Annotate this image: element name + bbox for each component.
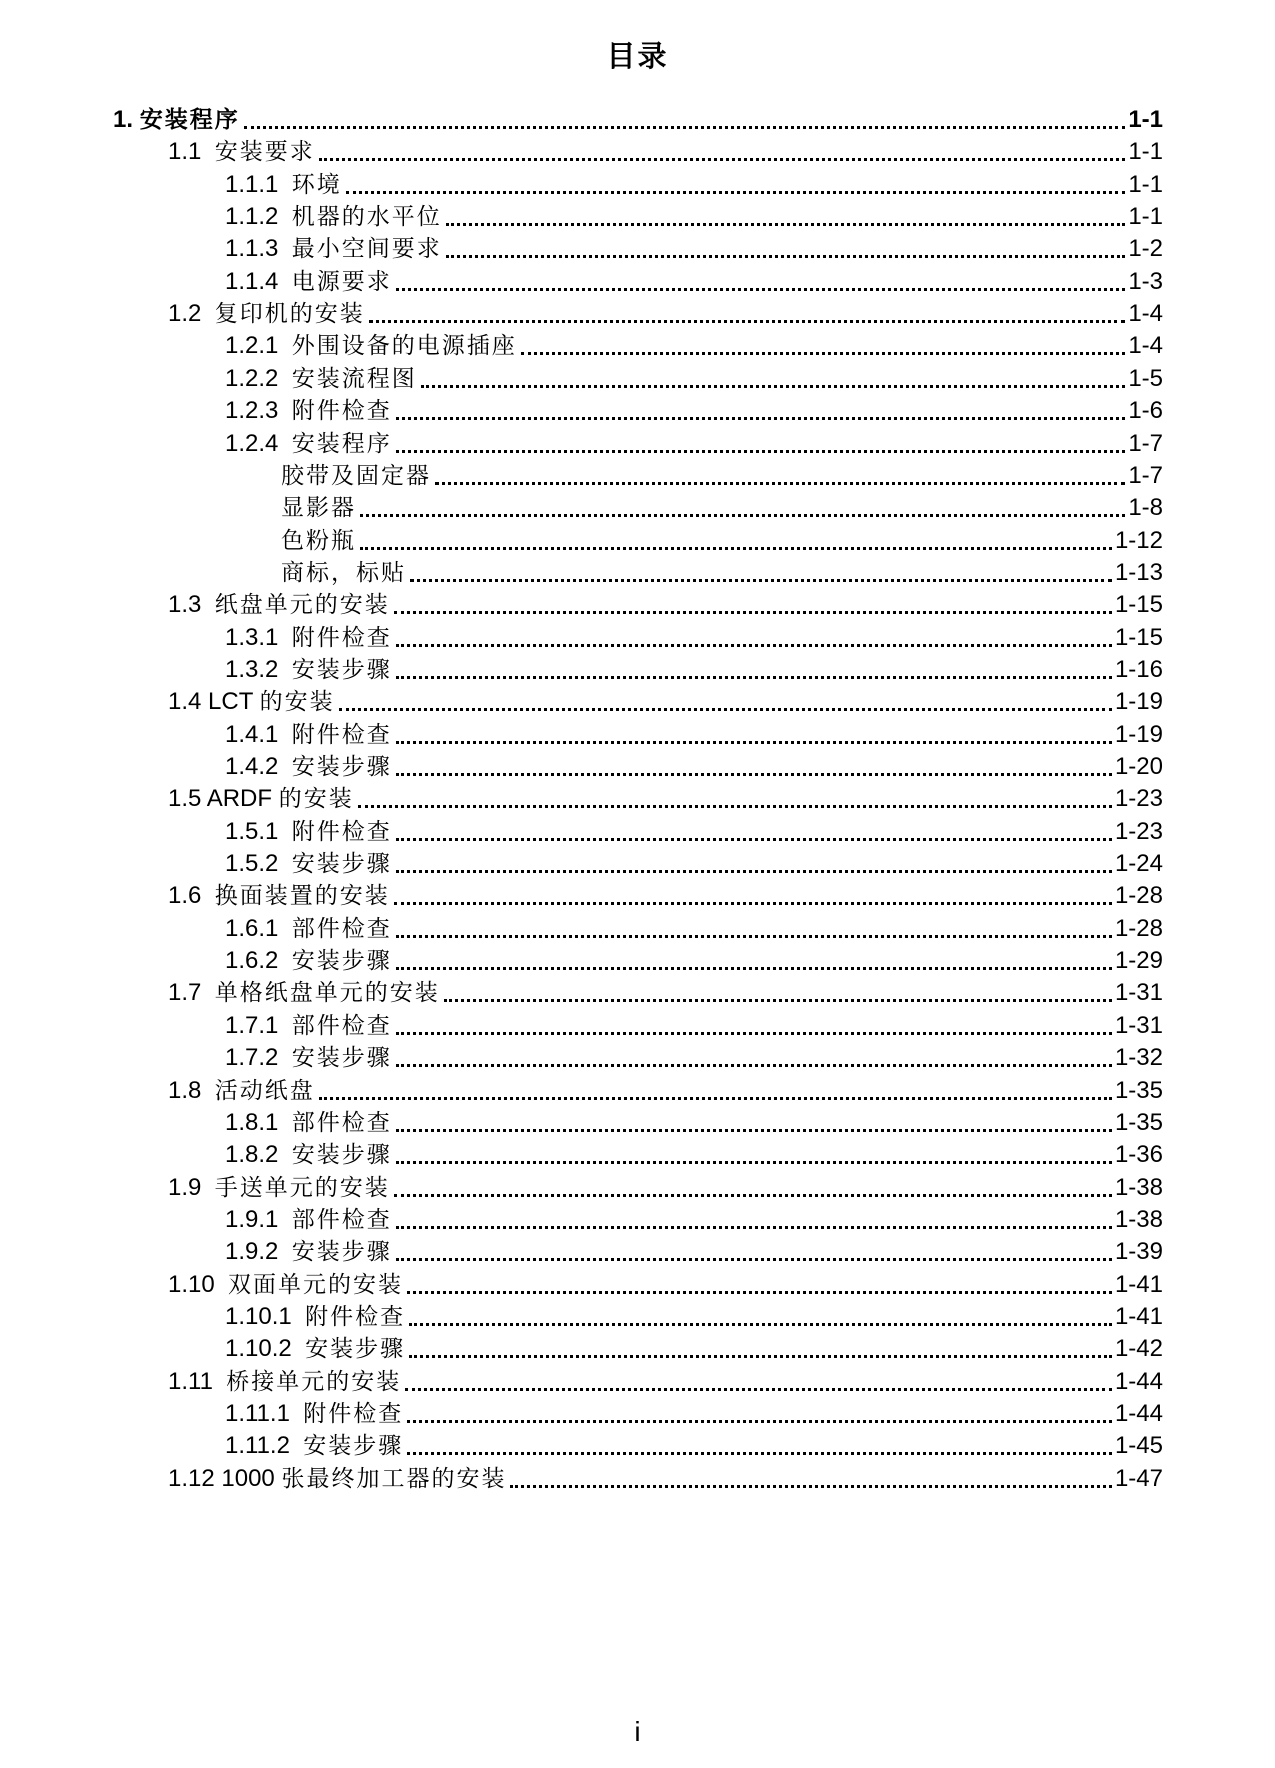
toc-entry[interactable] — [225, 1299, 1163, 1335]
dot-leader — [360, 514, 1125, 517]
toc-entry-title: 安装步骤 — [291, 754, 392, 780]
toc-entry-number: 1.1.1 — [225, 170, 292, 198]
toc-entry-page: 1-15 — [1114, 591, 1163, 619]
dot-leader — [394, 611, 1112, 614]
toc-entry[interactable] — [225, 199, 1163, 235]
toc-entry[interactable] — [168, 684, 1163, 720]
toc-entry[interactable] — [225, 1428, 1163, 1464]
toc-entry-number: 1.7.1 — [225, 1011, 292, 1039]
page-number: i — [634, 1716, 641, 1747]
dot-leader — [369, 320, 1126, 323]
toc-entry-title: 复印机的安装 — [214, 301, 365, 328]
toc-entry-number: 1.4 LCT — [168, 688, 260, 716]
toc-entry-number: 1.3 — [168, 591, 215, 619]
toc-entry[interactable] — [168, 1364, 1163, 1400]
toc-entry-page: 1-41 — [1114, 1270, 1163, 1298]
dot-leader — [396, 1258, 1112, 1261]
toc-entry-number: 1.5.2 — [225, 850, 292, 878]
dot-leader — [339, 708, 1112, 711]
toc-entry-title: 安装程序 — [291, 430, 392, 457]
toc-entry-page: 1-20 — [1114, 753, 1163, 780]
toc-entry-number: 1.4.2 — [225, 753, 292, 780]
dot-leader — [396, 676, 1112, 679]
toc-entry[interactable] — [168, 878, 1163, 914]
dot-leader — [394, 902, 1112, 905]
toc-entry-title: 附件检查 — [303, 1401, 404, 1427]
toc-entry-title: 商标，标贴 — [281, 559, 406, 586]
toc-entry-number: 1.6.1 — [225, 914, 292, 942]
toc-entry-title: 安装步骤 — [291, 948, 392, 975]
toc-entry-title: 附件检查 — [305, 1303, 406, 1330]
toc-entry[interactable] — [225, 167, 1163, 203]
dot-leader — [396, 967, 1112, 970]
toc-entry[interactable] — [168, 1170, 1163, 1206]
toc-entry-title: 张最终加工器的安装 — [281, 1465, 507, 1492]
toc-entry[interactable] — [225, 652, 1163, 688]
toc-entry-number: 1.5.1 — [225, 817, 292, 845]
dot-leader — [405, 1388, 1112, 1391]
toc-entry-number: 1.2.2 — [225, 364, 292, 392]
dot-leader — [358, 805, 1112, 808]
dot-leader — [407, 1420, 1112, 1423]
toc-entry-page: 1-44 — [1114, 1367, 1163, 1395]
toc-entry-number: 1.1.4 — [225, 267, 292, 295]
dot-leader — [396, 1032, 1112, 1035]
toc-entry-number: 1.6 — [168, 882, 215, 910]
toc-entry-title: 附件检查 — [291, 398, 392, 425]
toc-entry[interactable] — [168, 781, 1163, 817]
toc-entry-title: 安装步骤 — [291, 1239, 392, 1266]
toc-entry-page: 1-45 — [1114, 1432, 1163, 1460]
dot-leader — [396, 1226, 1112, 1229]
toc-entry[interactable] — [225, 1202, 1163, 1238]
dot-leader — [435, 482, 1125, 485]
toc-entry-page: 1-24 — [1114, 850, 1163, 878]
toc-entry-number: 1.6.2 — [225, 947, 292, 975]
dot-leader — [319, 158, 1126, 161]
dot-leader — [396, 935, 1112, 938]
toc-entry-title: 安装程序 — [139, 107, 240, 133]
toc-entry-title: 的安装 — [259, 689, 335, 716]
toc-entry-number: 1.1.2 — [225, 203, 292, 231]
toc-entry-page: 1-32 — [1114, 1044, 1163, 1072]
toc-entry-title: 电源要求 — [291, 268, 392, 295]
dot-leader — [319, 1097, 1112, 1100]
dot-leader — [409, 1355, 1112, 1358]
toc-entry[interactable] — [168, 296, 1163, 332]
toc-entry-page: 1-19 — [1114, 688, 1163, 716]
toc-entry-number: 1.2 — [168, 300, 215, 328]
toc-entry-page: 1-4 — [1128, 332, 1163, 360]
toc-entry[interactable] — [168, 1267, 1163, 1303]
dot-leader — [396, 1161, 1112, 1164]
toc-entry-number: 1.1.3 — [225, 235, 292, 263]
toc-entry-page: 1-42 — [1114, 1335, 1163, 1363]
toc-entry-title: 最小空间要求 — [291, 236, 442, 263]
toc-entry-number: 1.2.3 — [225, 397, 292, 425]
toc-entry-number: 1.11.2 — [225, 1432, 304, 1460]
toc-entry-title: 部件检查 — [291, 1109, 392, 1136]
toc-entry-title: 外围设备的电源插座 — [291, 333, 517, 360]
toc-entry-page: 1-38 — [1114, 1205, 1163, 1233]
toc-entry[interactable] — [225, 1040, 1163, 1076]
dot-leader — [510, 1485, 1112, 1488]
toc-entry-number: 1.9 — [168, 1173, 215, 1201]
dot-leader — [396, 288, 1126, 291]
toc-entry-title: 附件检查 — [291, 721, 392, 748]
toc-entry-page: 1-1 — [1128, 203, 1163, 231]
toc-entry-number: 1.10.2 — [225, 1335, 306, 1363]
toc-entry-title: 机器的水平位 — [291, 204, 442, 231]
toc-entry-title: 附件检查 — [291, 818, 392, 845]
toc-entry-page: 1-5 — [1128, 364, 1163, 392]
toc-entry-title: 活动纸盘 — [214, 1077, 315, 1104]
toc-entry-page: 1-4 — [1128, 300, 1163, 328]
dot-leader — [421, 385, 1126, 388]
toc-entry-title: 手送单元的安装 — [214, 1174, 390, 1201]
toc-entry-number: 1.8.2 — [225, 1141, 292, 1169]
toc-entry[interactable] — [168, 1073, 1163, 1109]
toc-entry-number: 1.2.1 — [225, 332, 292, 360]
dot-leader — [444, 999, 1112, 1002]
toc-entry-page: 1-2 — [1128, 235, 1163, 263]
toc-entry-page: 1-1 — [1128, 170, 1163, 198]
toc-entry[interactable] — [225, 1331, 1163, 1367]
toc-entry[interactable] — [225, 1105, 1163, 1141]
toc-entry-page: 1-41 — [1114, 1302, 1163, 1330]
toc-entry-page: 1-28 — [1114, 914, 1163, 942]
dot-leader — [407, 1291, 1112, 1294]
toc-entry-title: 安装步骤 — [291, 1142, 392, 1169]
toc-entry[interactable] — [225, 1008, 1163, 1044]
toc-entry[interactable] — [225, 264, 1163, 300]
toc-entry-title: 安装步骤 — [303, 1433, 404, 1460]
toc-entry-title: 单格纸盘单元的安装 — [214, 980, 440, 1007]
toc-entry[interactable] — [225, 393, 1163, 429]
toc-entry-page: 1-6 — [1128, 397, 1163, 425]
toc-entry-page: 1-36 — [1114, 1141, 1163, 1169]
toc-entry[interactable] — [168, 134, 1163, 170]
toc-entry-title: 桥接单元的安装 — [226, 1368, 402, 1395]
toc-entry[interactable] — [113, 102, 1163, 138]
toc-entry-number: 1.3.1 — [225, 623, 292, 651]
toc-entry-title: 安装流程图 — [291, 365, 417, 392]
toc-entry[interactable] — [225, 814, 1163, 850]
toc-entry-number: 1.8 — [168, 1076, 215, 1104]
toc-entry-title: 部件检查 — [291, 1206, 392, 1233]
toc-entry-page: 1-15 — [1114, 623, 1163, 651]
toc-entry-number: 1.12 1000 — [168, 1464, 282, 1492]
dot-leader — [396, 1129, 1112, 1132]
toc-entry-page: 1-7 — [1128, 429, 1163, 457]
toc-entry-number: 1.7.2 — [225, 1044, 292, 1072]
toc-entry-page: 1-39 — [1114, 1238, 1163, 1266]
toc-entry-page: 1-19 — [1114, 720, 1163, 748]
toc-entry-page: 1-7 — [1128, 461, 1163, 489]
toc-entry-page: 1-8 — [1128, 494, 1163, 522]
dot-leader — [396, 773, 1112, 776]
toc-entry-number: 1.10 — [168, 1270, 229, 1298]
toc-entry-page: 1-13 — [1114, 558, 1163, 586]
toc-entry[interactable] — [168, 1461, 1163, 1497]
toc-entry-title: 显影器 — [281, 495, 356, 522]
dot-leader — [244, 126, 1126, 129]
toc-entry-number: 1.4.1 — [225, 720, 292, 748]
toc-entry-title: 部件检查 — [291, 1012, 392, 1039]
toc-entry-number: 1.1 — [168, 138, 215, 166]
toc-entry[interactable] — [225, 231, 1163, 267]
toc-entry[interactable] — [168, 975, 1163, 1011]
dot-leader — [409, 1323, 1112, 1326]
toc-entry-number: 1. — [113, 106, 140, 133]
dot-leader — [394, 1194, 1112, 1197]
toc-entry[interactable] — [281, 458, 1163, 494]
toc-entry[interactable] — [281, 523, 1163, 559]
toc-entry-title: 换面装置的安装 — [214, 883, 390, 910]
toc-entry-number: 1.11 — [168, 1367, 227, 1395]
toc-entry-number: 1.5 ARDF — [168, 785, 279, 813]
dot-leader — [396, 1064, 1112, 1067]
toc-entry[interactable] — [225, 749, 1163, 785]
toc-entry-title: 环境 — [291, 171, 342, 198]
toc-entry-title: 安装步骤 — [291, 656, 392, 683]
dot-leader — [396, 741, 1112, 744]
toc-entry-page: 1-29 — [1114, 947, 1163, 975]
toc-entry[interactable] — [225, 361, 1163, 397]
toc-entry-title: 胶带及固定器 — [281, 462, 431, 489]
toc-entry-page: 1-16 — [1114, 655, 1163, 683]
toc-entry-number: 1.8.1 — [225, 1108, 292, 1136]
toc-entry-page: 1-31 — [1114, 1011, 1163, 1039]
toc-entry-number: 1.10.1 — [225, 1302, 306, 1330]
dot-leader — [521, 352, 1126, 355]
toc-entry-title: 部件检查 — [291, 915, 392, 942]
toc-entry-page: 1-12 — [1114, 526, 1163, 554]
toc-entry[interactable] — [225, 1396, 1163, 1432]
toc-entry-title: 的安装 — [278, 786, 354, 813]
toc-entry[interactable] — [225, 328, 1163, 364]
toc-entry-number: 1.9.1 — [225, 1205, 292, 1233]
toc-entry-title: 安装步骤 — [291, 1045, 392, 1072]
toc-entry-page: 1-1 — [1128, 138, 1163, 166]
toc-entry-page: 1-47 — [1114, 1464, 1163, 1492]
toc-entry-page: 1-23 — [1114, 785, 1163, 813]
dot-leader — [446, 255, 1126, 258]
toc-entry-page: 1-28 — [1114, 882, 1163, 910]
toc-entry[interactable] — [281, 555, 1163, 591]
dot-leader — [396, 870, 1112, 873]
toc-entry-page: 1-1 — [1128, 106, 1163, 133]
dot-leader — [410, 579, 1112, 582]
toc-entry[interactable] — [225, 717, 1163, 753]
toc-entry-number: 1.7 — [168, 979, 215, 1007]
dot-leader — [360, 547, 1112, 550]
dot-leader — [396, 644, 1112, 647]
toc-entry[interactable] — [225, 911, 1163, 947]
toc-entry[interactable] — [225, 620, 1163, 656]
toc-entry[interactable] — [225, 846, 1163, 882]
toc-entry-page: 1-38 — [1114, 1173, 1163, 1201]
dot-leader — [396, 450, 1126, 453]
dot-leader — [407, 1452, 1112, 1455]
toc-entry-page: 1-3 — [1128, 267, 1163, 295]
dot-leader — [396, 838, 1112, 841]
toc-entry-title: 附件检查 — [291, 624, 392, 651]
toc-entry[interactable] — [168, 587, 1163, 623]
toc-entry[interactable] — [225, 943, 1163, 979]
toc-entry-title: 双面单元的安装 — [228, 1271, 404, 1298]
toc-entry-page: 1-35 — [1114, 1108, 1163, 1136]
toc-entry-number: 1.11.1 — [225, 1400, 304, 1427]
toc-entry[interactable] — [225, 426, 1163, 462]
toc-entry-title: 色粉瓶 — [281, 527, 356, 554]
dot-leader — [446, 223, 1126, 226]
dot-leader — [346, 191, 1126, 194]
dot-leader — [396, 417, 1126, 420]
toc-entry-number: 1.9.2 — [225, 1238, 292, 1266]
toc-entry-page: 1-35 — [1114, 1076, 1163, 1104]
page-title: 目录 — [606, 39, 669, 73]
toc-entry[interactable] — [225, 1137, 1163, 1173]
toc-entry-title: 纸盘单元的安装 — [214, 592, 390, 619]
toc-entry-page: 1-31 — [1114, 979, 1163, 1007]
toc-entry-page: 1-23 — [1114, 817, 1163, 845]
toc-entry-title: 安装步骤 — [305, 1336, 406, 1363]
toc-entry[interactable] — [225, 1234, 1163, 1270]
toc-entry-title: 安装要求 — [214, 139, 315, 166]
toc-entry-number: 1.3.2 — [225, 655, 292, 683]
toc-entry[interactable] — [281, 490, 1163, 526]
toc-entry-page: 1-44 — [1114, 1400, 1163, 1427]
toc-entry-title: 安装步骤 — [291, 851, 392, 878]
toc-entry-number: 1.2.4 — [225, 429, 292, 457]
